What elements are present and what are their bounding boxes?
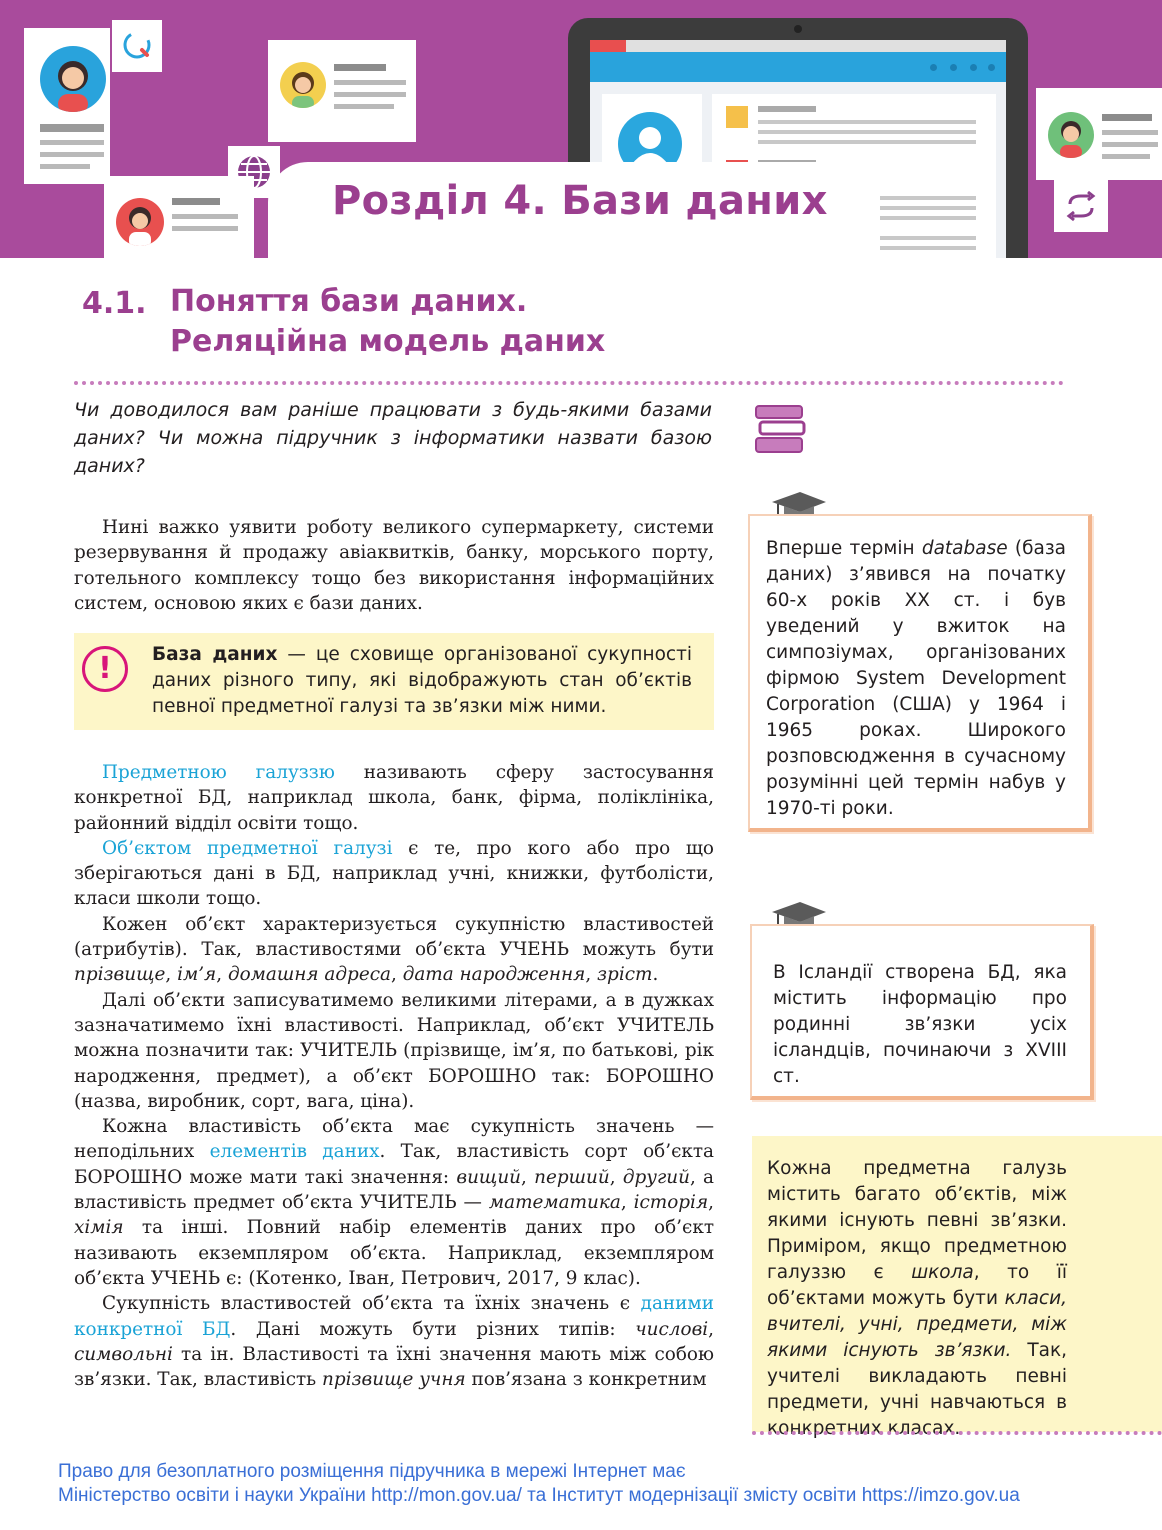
bubble-line <box>1102 154 1150 159</box>
exclamation-icon: ! <box>82 646 128 692</box>
paragraph-db-data: Сукупність властивостей об’єкта та їхніх значень є даними конкретної БД. Дані можуть бути різних типів: числові, символьні та ін. Властивості та їхні значення мають між собою зв’язки. Так, властивість прізвище учня пов’язана з конкретним <box>74 1293 715 1391</box>
intro-question: Чи доводилося вам раніше працювати з будь-якими базами даних? Чи можна підручник з інформатики назвати базою даних? <box>74 399 712 477</box>
section-title-line-1: Поняття бази даних. <box>170 284 528 319</box>
bubble-line <box>1102 130 1158 135</box>
info-divider <box>752 1431 1162 1435</box>
footer-line-1: Право для безоплатного розміщення підручника в мережі Інтернет має <box>58 1461 686 1482</box>
bubble-line <box>334 104 394 109</box>
user-avatar-icon <box>116 198 164 246</box>
user-avatar-icon <box>1048 112 1094 158</box>
section-divider <box>74 381 1064 385</box>
bubble-line <box>172 226 238 231</box>
section-number: 4.1. <box>82 286 147 321</box>
paragraph-object: Об’єктом предметної галузі є те, про кого або про що зберігаються дані в БД, наприклад учні, книжки, футболісти, класи школи тощо. <box>74 837 715 910</box>
bubble-line <box>172 214 238 219</box>
definition-text <box>152 642 692 720</box>
bubble-line <box>40 164 90 169</box>
paragraph-data-elements: Кожна властивість об’єкта має сукупність значень — неподільних елементів даних. Так, властивість сорт об’єкта БОРОШНО може мати такі значення: вищий, перший, другий, а властивість предмет об’єкта УЧИТЕЛЬ — математика, історія, хімія та інші. Повний набір елементів даних про об’єкт називають екземпляром об’єкта. Наприклад, екземпляром об’єкта УЧЕНЬ є: (Котенко, Іван, Петрович, 2017, 9 клас). <box>74 1116 715 1289</box>
bubble-line <box>1102 114 1152 121</box>
paragraph-subject-area: Предметною галуззю називають сферу застосування конкретної БД, наприклад школа, банк, фірма, поліклініка, районний відділ освіти тощо. <box>74 762 714 834</box>
section-title <box>170 282 605 362</box>
bubble-line <box>334 64 386 71</box>
note-text-1: Вперше термін database (база даних) з’явився на початку 60-х років XX ст. і був уведений у вжиток на симпозіумах, організованих фірмою System Development Corporation (США) у 1964 і 1965 роках. Широкого розповсюдження в сучасному розумінні цей термін набув у 1970-ті роки. <box>766 538 1066 819</box>
refresh-icon <box>1064 190 1098 226</box>
bubble-line <box>334 92 406 97</box>
bubble-line <box>40 124 104 132</box>
info-text: Кожна предметна галузь містить багато об’єктів, між якими існують певні зв’язки. Приміром, якщо предметною галуззю є школа, то її об’єктами можуть бути класи, вчителі, учні, предмети, між якими існують зв’язки. Так, учителі викладають певні предмети, учні навчаються в конкретних класах. <box>767 1158 1068 1439</box>
bubble-line <box>40 140 104 145</box>
term-db-data: даними конкретної БД <box>74 1293 714 1340</box>
section-title-line-2: Реляційна модель даних <box>170 324 606 359</box>
phone-icon <box>120 28 154 66</box>
definition-term: База даних <box>152 644 278 665</box>
intro-paragraph <box>74 515 714 616</box>
user-avatar-icon <box>40 46 106 112</box>
paragraph-attributes: Кожен об’єкт характеризується сукупністю властивостей (атрибутів). Так, властивостями об’єкта УЧЕНЬ можуть бути прізвище, ім’я, домашня адреса, дата народження, зріст. <box>74 913 714 986</box>
bubble-line <box>334 80 406 85</box>
definition-body: — це сховище організованої сукупності даних різного типу, які відображують стан об’єктів певної предметної галузі та зв’язки між ними. <box>152 644 692 717</box>
intro-text: Нині важко уявити роботу великого супермаркету, системи резервування й продажу авіаквитків, банку, морського порту, готельного комплексу тощо без використання інформаційних систем, основою яких є бази даних. <box>74 517 714 614</box>
chapter-title: Розділ 4. Бази даних <box>332 178 828 224</box>
body-text <box>74 760 714 1392</box>
bubble-line <box>40 152 104 157</box>
term-subject-area: Предметною галуззю <box>102 762 335 783</box>
user-avatar-icon <box>280 62 326 108</box>
paragraph-notation: Далі об’єкти записуватимемо великими літерами, а в дужках зазначатимемо їхні властивості. Наприклад, об’єкт УЧИТЕЛЬ можна позначити так: УЧИТЕЛЬ (прізвище, ім’я, по батькові, рік народження, предмет), а об’єкт БОРОШНО так: БОРОШНО (назва, виробник, сорт, вага, ціна). <box>74 989 714 1112</box>
books-icon <box>752 402 808 462</box>
footer-line-2: Міністерство освіти і науки України http://mon.gov.ua/ та Інститут модернізації змісту освіти https://imzo.gov.ua <box>58 1485 1020 1506</box>
bubble-line <box>1102 142 1158 147</box>
term-object: Об’єктом предметної галузі <box>102 837 393 859</box>
chapter-banner <box>0 0 1162 258</box>
bubble-line <box>172 198 220 205</box>
note-text-2: В Ісландії створена БД, яка містить інформацію про родинні зв’язки усіх ісландців, починаючи з XVIII ст. <box>773 962 1067 1087</box>
term-data-elements: елементів даних <box>209 1141 380 1163</box>
